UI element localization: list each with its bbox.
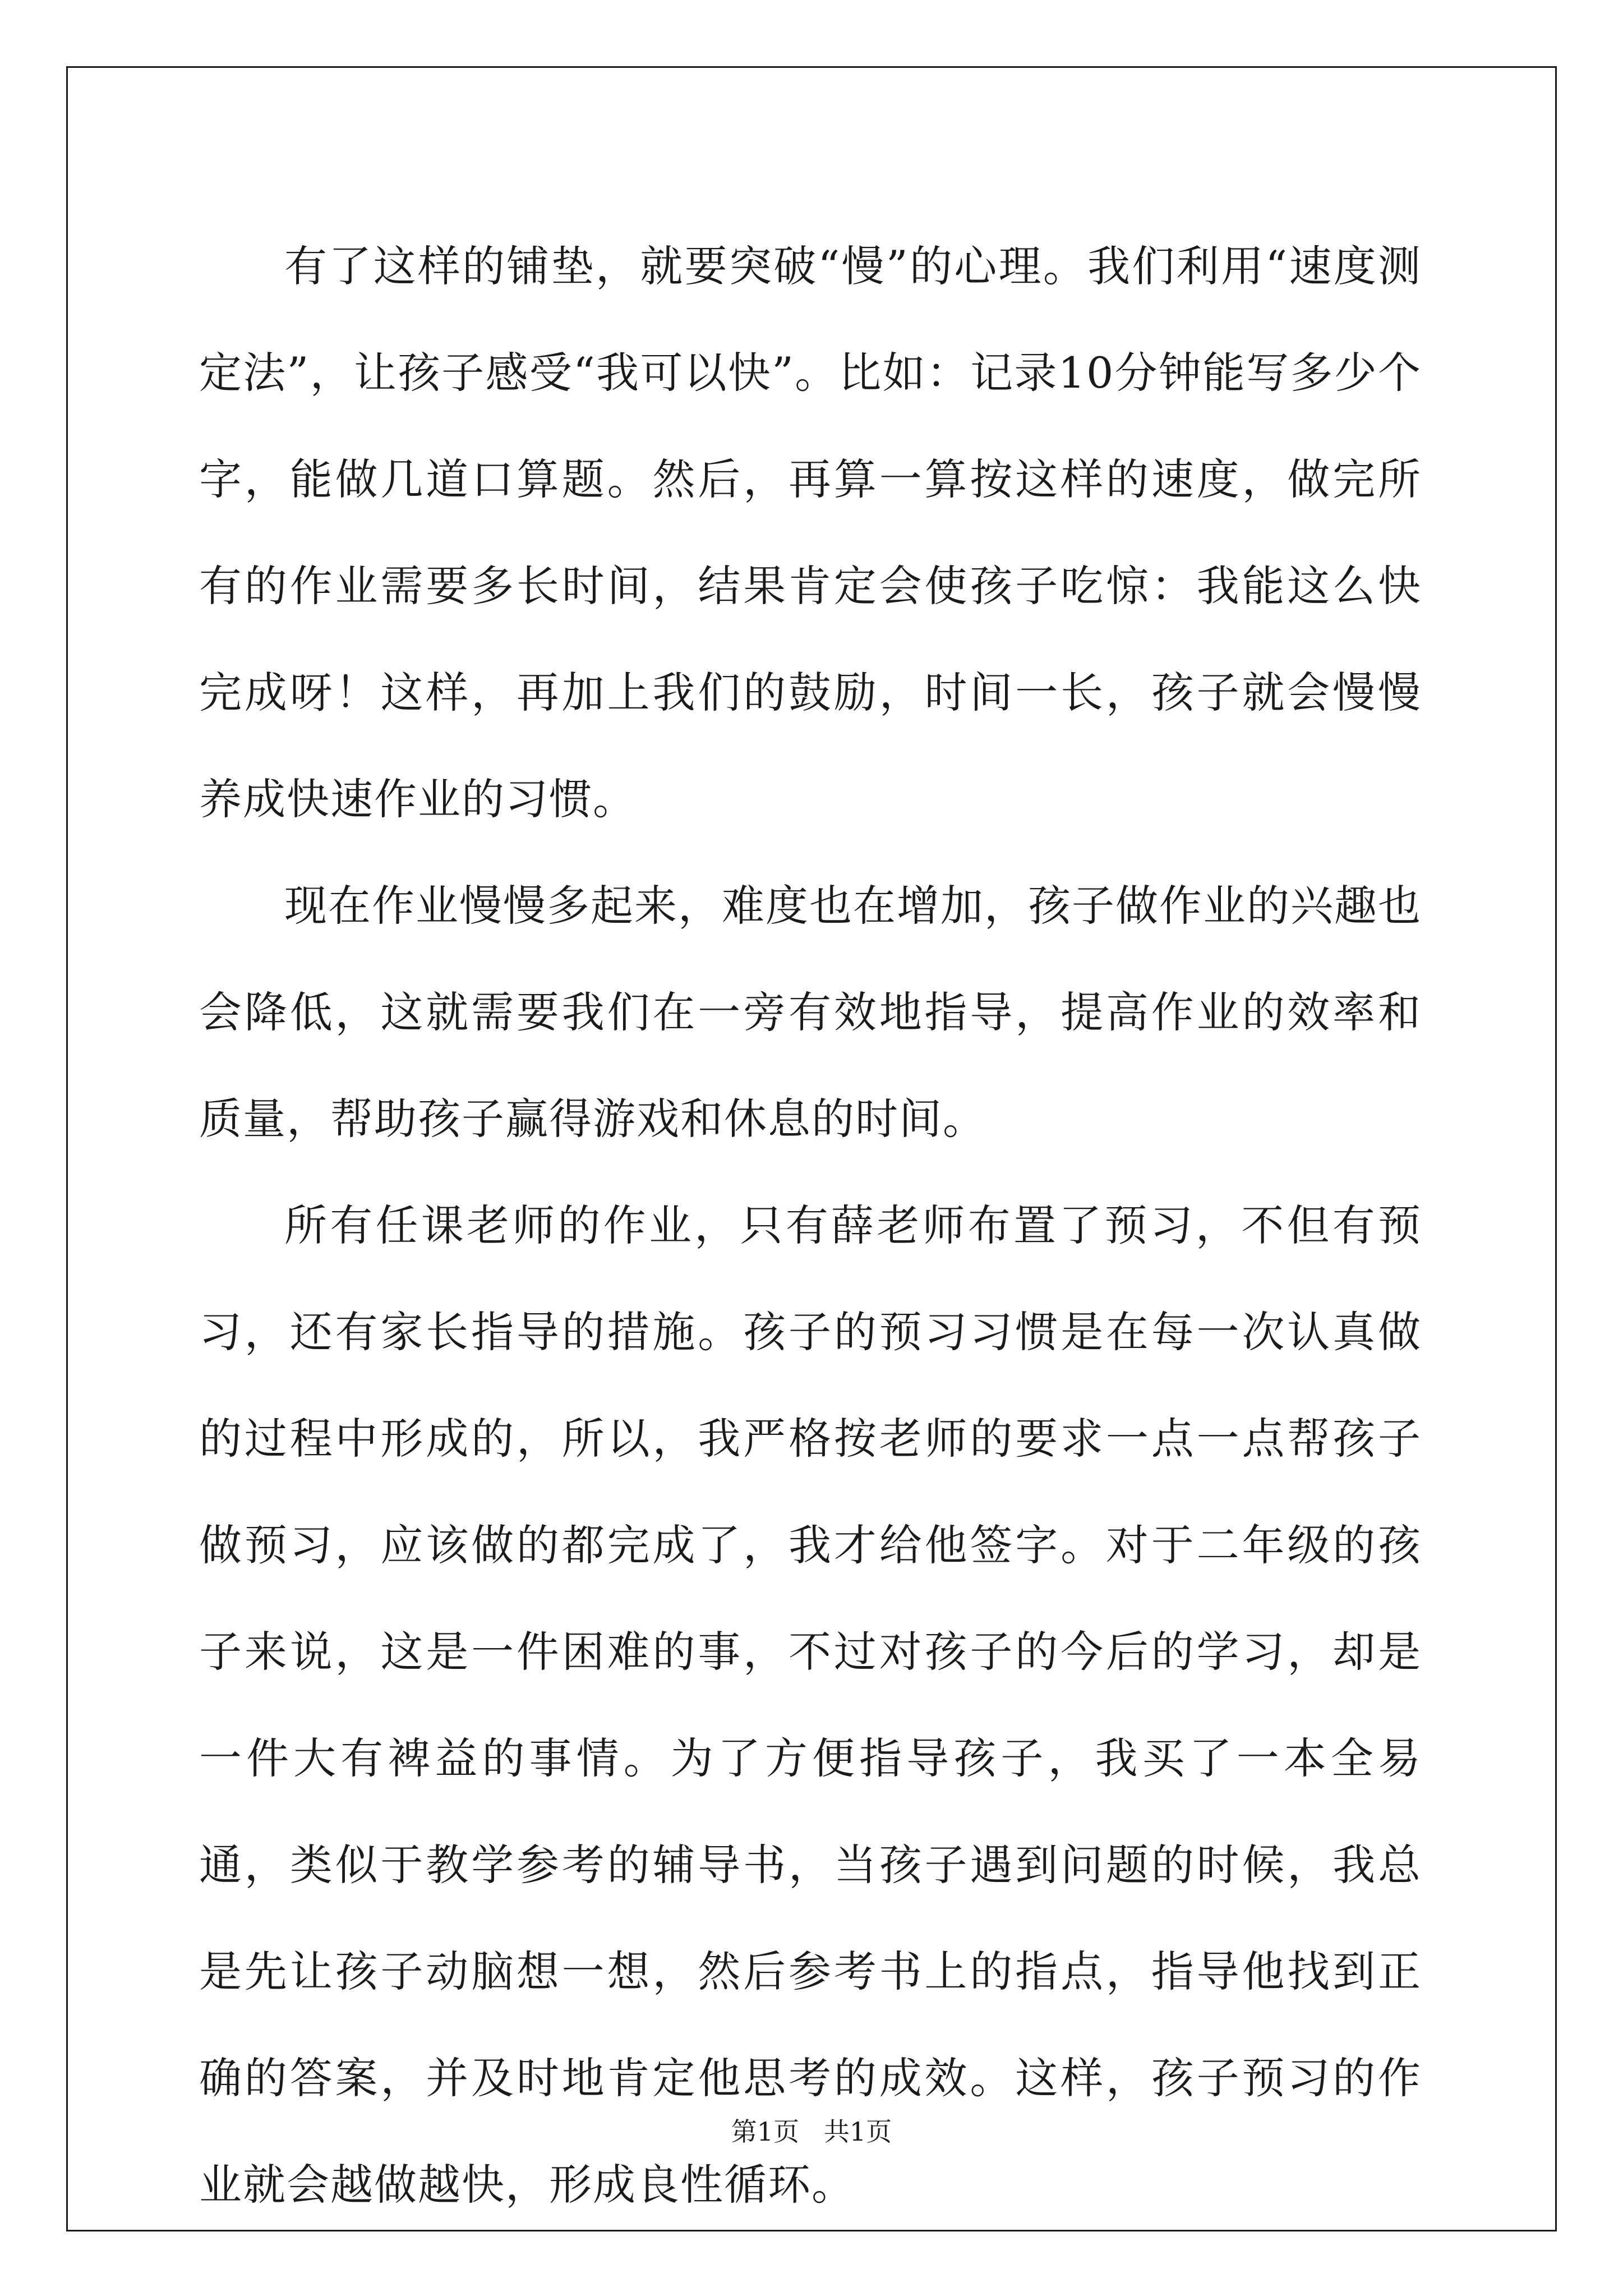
document-body xyxy=(199,213,1422,2238)
paragraph-2: 现在作业慢慢多起来，难度也在增加，孩子做作业的兴趣也会降低，这就需要我们在一旁有效地指导，提高作业的效率和质量，帮助孩子赢得游戏和休息的时间。 xyxy=(199,881,1422,1144)
paragraph-1: 有了这样的铺垫，就要突破“慢”的心理。我们利用“速度测定法”，让孩子感受“我可以快”。比如：记录10分钟能写多少个字，能做几道口算题。然后，再算一算按这样的速度，做完所有的作业需要多长时间，结果肯定会使孩子吃惊：我能这么快完成呀！这样，再加上我们的鼓励，时间一长，孩子就会慢慢养成快速作业的习惯。 xyxy=(199,241,1422,824)
page-number-footer: 第1页 共1页 xyxy=(731,2116,892,2147)
paragraph-3: 所有任课老师的作业，只有薛老师布置了预习，不但有预习，还有家长指导的措施。孩子的预习习惯是在每一次认真做的过程中形成的，所以，我严格按老师的要求一点一点帮孩子做预习，应该做的都完成了，我才给他签字。对于二年级的孩子来说，这是一件困难的事，不过对孩子的今后的学习，却是一件大有裨益的事情。为了方便指导孩子，我买了一本全易通，类似于教学参考的辅导书，当孩子遇到问题的时候，我总是先让孩子动脑想一想，然后参考书上的指点，指导他找到正确的答案，并及时地肯定他思考的成效。这样，孩子预习的作业就会越做越快，形成良性循环。 xyxy=(199,1200,1422,2210)
